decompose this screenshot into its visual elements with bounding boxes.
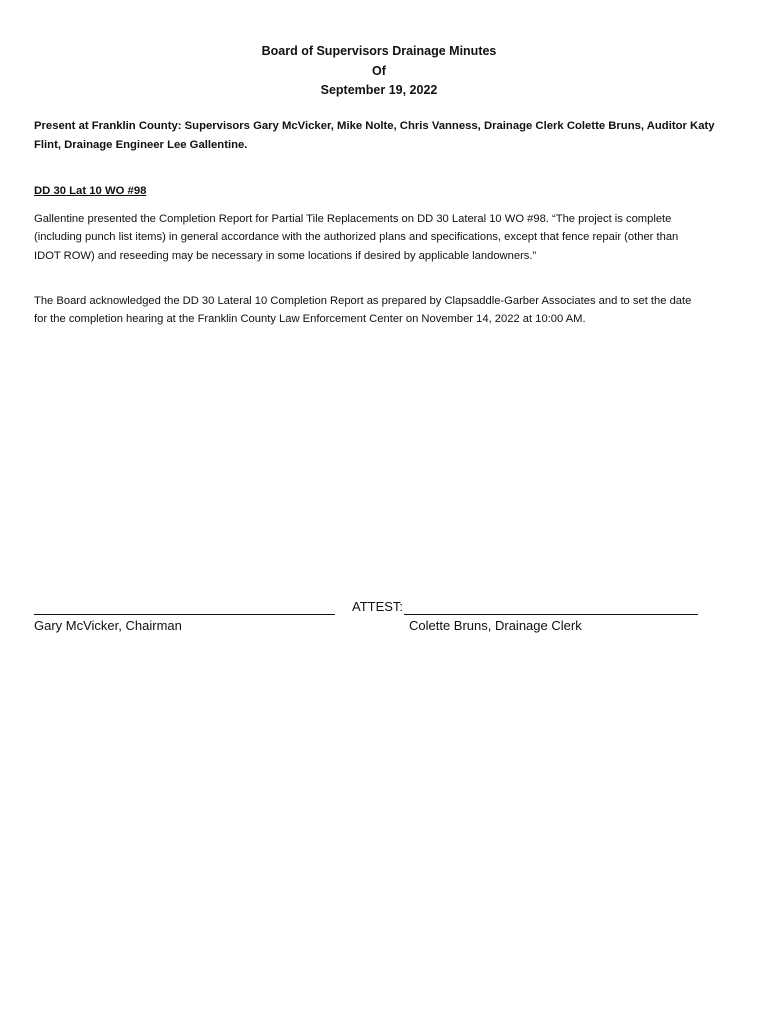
chairman-signature-line: [34, 614, 335, 615]
title-line-1: Board of Supervisors Drainage Minutes: [261, 44, 497, 58]
clerk-signature-line: [404, 614, 698, 615]
clerk-name: Colette Bruns, Drainage Clerk: [409, 618, 582, 633]
attest-label: ATTEST:: [352, 599, 404, 614]
document-title: [0, 42, 758, 101]
title-line-2: Of: [372, 63, 386, 78]
paragraph-board-action: The Board acknowledged the DD 30 Lateral 10 Completion Report as prepared by Clapsaddle-Garber Associates and to set the date for the completion hearing at the Franklin County Law Enforcement Center on November 14, 2022 at 10:00 AM.: [34, 295, 692, 326]
chairman-name: Gary McVicker, Chairman: [34, 618, 182, 633]
title-line-3: September 19, 2022: [320, 83, 438, 97]
attendance-statement: Present at Franklin County: Supervisors Gary McVicker, Mike Nolte, Chris Vanness, Drainage Clerk Colette Bruns, Auditor Katy Flint, Drainage Engineer Lee Gallentine.: [34, 120, 715, 151]
paragraph-completion-report: Gallentine presented the Completion Report for Partial Tile Replacements on DD 30 Lateral 10 WO #98. “The project is complete (including punch list items) in general accordance with the authorized plans and specifications, except that fence repair (other than IDOT ROW) and reseeding may be necessary in some locations if desired by applicable landowners.”: [34, 213, 679, 262]
section-heading: DD 30 Lat 10 WO #98: [34, 185, 147, 197]
